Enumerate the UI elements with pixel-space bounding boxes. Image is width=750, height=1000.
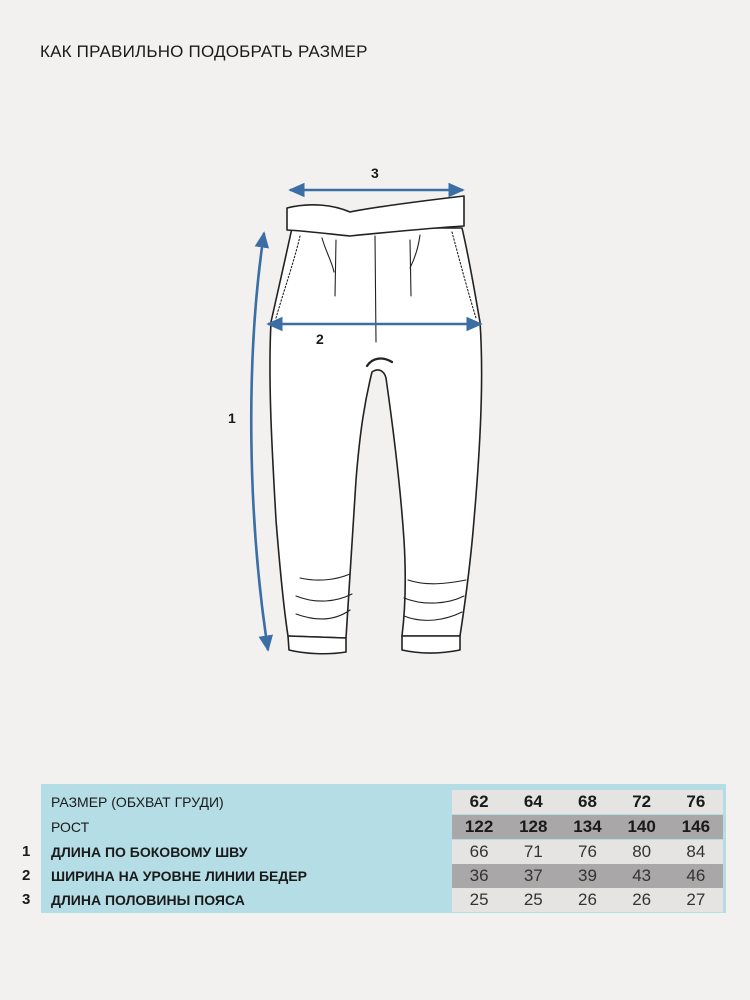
cell: 36	[469, 866, 489, 885]
label-hip-width: 2	[316, 331, 324, 347]
cell: 76	[578, 842, 597, 861]
length-arrow	[251, 233, 268, 650]
cell: 128	[519, 817, 548, 836]
cell: 62	[469, 792, 489, 811]
row-label: ДЛИНА ПОЛОВИНЫ ПОЯСА	[51, 892, 245, 908]
cell: 25	[523, 890, 543, 909]
cell: 43	[632, 866, 652, 885]
cell: 80	[632, 842, 652, 861]
cell: 37	[523, 866, 543, 885]
cell: 140	[627, 817, 656, 836]
row-label: ДЛИНА ПО БОКОВОМУ ШВУ	[51, 844, 248, 860]
cell: 66	[469, 842, 489, 861]
row-values	[452, 815, 723, 839]
table-row	[41, 790, 726, 814]
cell: 84	[686, 842, 706, 861]
page-title: КАК ПРАВИЛЬНО ПОДОБРАТЬ РАЗМЕР	[40, 42, 368, 61]
size-table	[41, 784, 726, 913]
cell: 39	[578, 866, 597, 885]
cell: 71	[523, 842, 543, 861]
row-label: РАЗМЕР (ОБХВАТ ГРУДИ)	[51, 794, 224, 810]
row-number: 2	[22, 867, 31, 884]
cell: 46	[686, 866, 706, 885]
cell: 134	[573, 817, 602, 836]
row-label: ШИРИНА НА УРОВНЕ ЛИНИИ БЕДЕР	[51, 868, 308, 884]
row-number: 1	[22, 843, 31, 860]
row-values	[452, 790, 723, 814]
row-label: РОСТ	[51, 819, 90, 835]
cell: 76	[686, 792, 706, 811]
table-row	[41, 888, 726, 912]
label-length: 1	[228, 410, 236, 426]
cell: 146	[681, 817, 711, 836]
row-values	[452, 840, 723, 864]
row-number: 3	[22, 891, 31, 908]
cell: 68	[578, 792, 597, 811]
cell: 122	[464, 817, 494, 836]
table-row	[41, 864, 726, 888]
cell: 26	[632, 890, 652, 909]
cell: 27	[686, 890, 706, 909]
cell: 26	[578, 890, 597, 909]
row-values	[452, 888, 723, 912]
cell: 25	[469, 890, 489, 909]
row-values	[452, 864, 723, 888]
cell: 72	[632, 792, 652, 811]
cell: 64	[523, 792, 543, 811]
label-waist: 3	[371, 165, 379, 181]
table-row	[41, 840, 726, 864]
table-row	[41, 815, 726, 839]
